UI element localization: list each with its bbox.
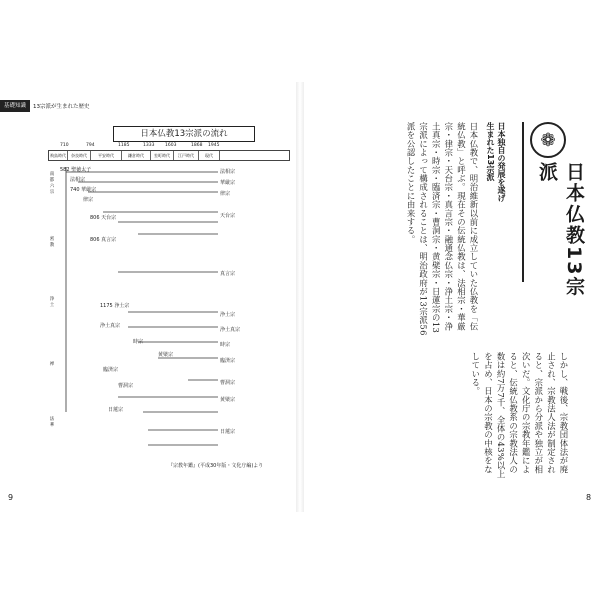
year-label: 1603 (165, 143, 177, 148)
year-label: 710 (60, 143, 69, 148)
sect-node: 黄檗宗 (158, 352, 174, 358)
side-label: 密教 (49, 237, 55, 248)
sect-node: 582 聖徳太子 (60, 167, 92, 173)
era-label: 江戸時代 (174, 151, 199, 160)
sect-end: 浄土宗 (220, 312, 236, 318)
side-label: 浄土 (49, 297, 55, 308)
chart-title: 日本仏教13宗派の流れ (113, 126, 255, 142)
crest-icon: ❁ (530, 122, 566, 158)
chart-caption: 『宗教年鑑』(平成30年版・文化庁編)より (168, 463, 264, 469)
sect-end: 真言宗 (220, 271, 236, 277)
sect-node: 日蓮宗 (108, 407, 124, 413)
side-label: 禅 (49, 362, 55, 367)
lineage-lines (48, 162, 288, 462)
sect-node: 法相宗 (70, 177, 86, 183)
running-head-tab: 基礎知識 (0, 100, 30, 112)
gutter (296, 82, 304, 512)
year-label: 1333 (143, 143, 155, 148)
sect-end: 浄土真宗 (220, 327, 241, 333)
subheading: 日本独自の発展を遂げ生まれた13宗派 (486, 122, 506, 202)
sect-lineage-chart (48, 126, 288, 476)
title-rule (522, 122, 524, 282)
sect-node: 浄土真宗 (100, 323, 121, 329)
sect-node: 臨済宗 (103, 367, 119, 373)
era-label: 平安時代 (91, 151, 122, 160)
side-label: 法華 (49, 417, 55, 428)
sect-end: 臨済宗 (220, 358, 236, 364)
body-paragraph-2: しかし、戦後、宗教団体法が廃止され、宗教法人法が制定されると、宗派から分派や独立が相次いだ。文化庁の宗教年鑑によると、伝統仏教系の宗教法人の数は約7万7千、全体の43%以上を占め、日本の宗教の中核をなしている。 (470, 352, 569, 479)
year-label: 794 (86, 143, 95, 148)
page-number-right: 8 (586, 493, 592, 502)
sect-end: 法相宗 (220, 169, 236, 175)
era-label: 鎌倉時代 (122, 151, 151, 160)
sect-end: 華厳宗 (220, 180, 236, 186)
sect-node: 740 華厳宗 (70, 187, 97, 193)
body-paragraph-1: 日本仏教で、明治維新以前に成立していた仏教を「伝統仏教」と呼ぶ。現在その伝統仏教は、法相宗・華厳宗・律宗・天台宗・真言宗・融通念仏宗・浄土宗・浄土真宗・時宗・臨済宗・曹洞宗・黄檗宗・日蓮宗の13宗派によって構成されることは、明治政府が13宗派56派を公認したことに由来する。 (406, 122, 479, 336)
era-label: 飛鳥時代 (50, 153, 66, 158)
sect-node: 1175 浄土宗 (100, 303, 130, 309)
sect-end: 律宗 (220, 191, 231, 197)
sect-node: 律宗 (83, 197, 94, 203)
era-bar (48, 150, 290, 161)
era-label: 奈良時代 (68, 151, 91, 160)
sect-node: 曹洞宗 (118, 383, 134, 389)
era-label: 現代 (199, 151, 220, 160)
page-number-left: 9 (8, 493, 14, 502)
side-label: 南都六宗 (49, 172, 55, 195)
chapter-title: 日本仏教13宗派 (536, 162, 585, 298)
era-label: 室町時代 (151, 151, 174, 160)
sect-node: 806 真言宗 (90, 237, 117, 243)
sect-end: 曹洞宗 (220, 380, 236, 386)
sect-end: 天台宗 (220, 213, 236, 219)
title-block (530, 122, 585, 298)
sect-node: 時宗 (133, 339, 144, 345)
running-head-text: 13宗派が生まれた歴史 (33, 104, 90, 110)
sect-end: 時宗 (220, 342, 231, 348)
running-head (0, 100, 90, 112)
sect-end: 日蓮宗 (220, 429, 236, 435)
year-label: 1945 (208, 143, 220, 148)
sect-node: 806 天台宗 (90, 215, 117, 221)
year-label: 1185 (118, 143, 130, 148)
year-label: 1868 (191, 143, 203, 148)
sect-end: 黄檗宗 (220, 397, 236, 403)
